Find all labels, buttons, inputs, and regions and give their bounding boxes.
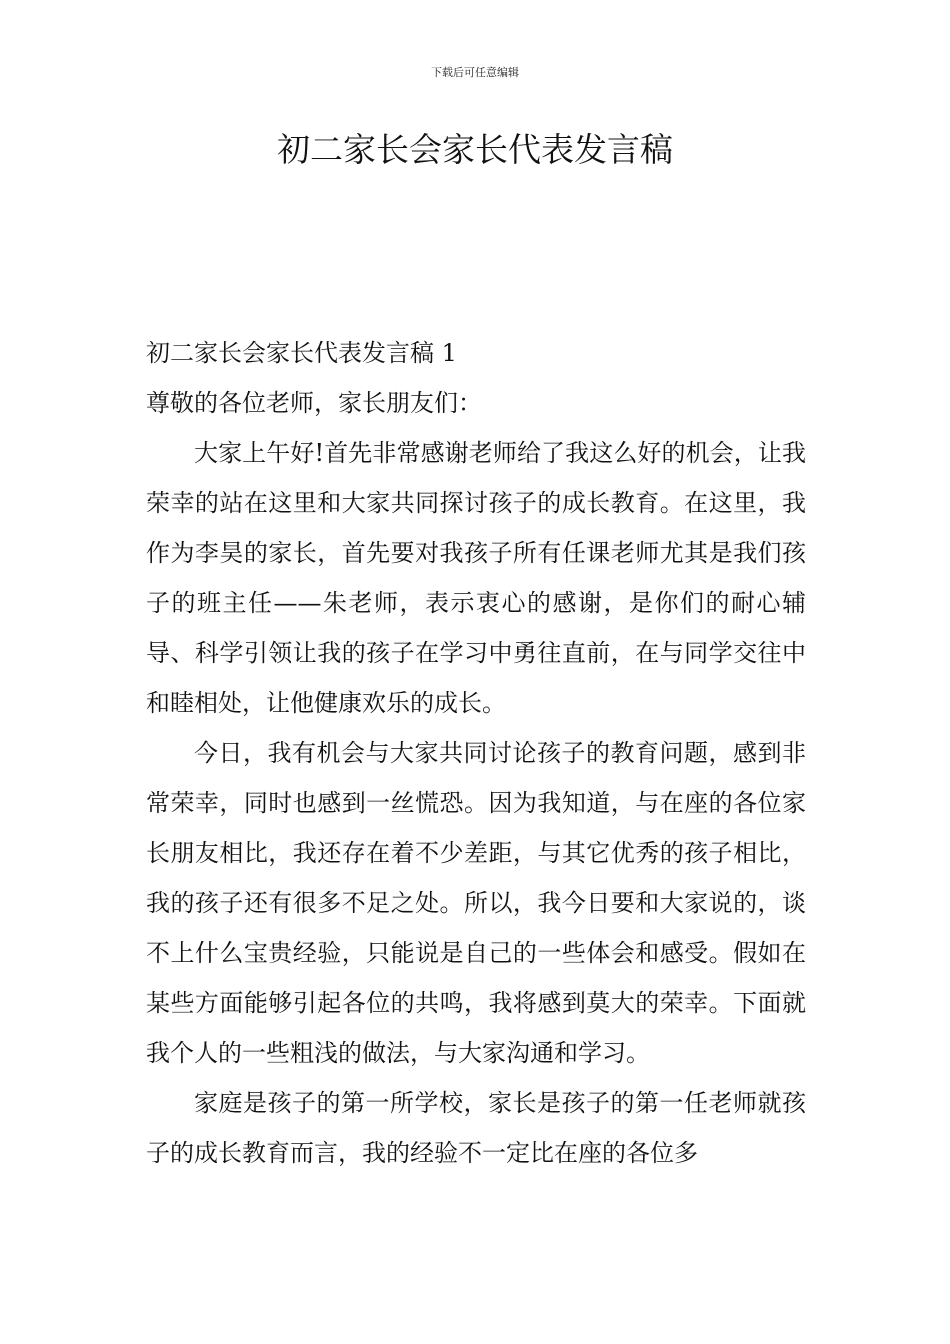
body-paragraph: 大家上午好!首先非常感谢老师给了我这么好的机会，让我荣幸的站在这里和大家共同探讨孩子的成长教育。在这里，我作为李昊的家长，首先要对我孩子所有任课老师尤其是我们孩子的班主任——朱老师，表示衷心的感谢，是你们的耐心辅导、科学引领让我的孩子在学习中勇往直前，在与同学交往中和睦相处，让他健康欢乐的成长。 [146,439,806,717]
salutation: 尊敬的各位老师，家长朋友们： [146,389,482,417]
section-heading: 初二家长会家长代表发言稿 1 [146,339,457,367]
header-note: 下载后可任意编辑 [431,66,519,79]
body-paragraph: 今日，我有机会与大家共同讨论孩子的教育问题，感到非常荣幸，同时也感到一丝慌恐。因为我知道，与在座的各位家长朋友相比，我还存在着不少差距，与其它优秀的孩子相比，我的孩子还有很多不足之处。所以，我今日要和大家说的，谈不上什么宝贵经验，只能说是自己的一些体会和感受。假如在某些方面能够引起各位的共鸣，我将感到莫大的荣幸。下面就我个人的一些粗浅的做法，与大家沟通和学习。 [146,739,806,1067]
document-body [146,328,806,1178]
document-title: 初二家长会家长代表发言稿 [277,130,673,169]
body-paragraph: 家庭是孩子的第一所学校，家长是孩子的第一任老师就孩子的成长教育而言，我的经验不一定比在座的各位多 [146,1089,806,1167]
